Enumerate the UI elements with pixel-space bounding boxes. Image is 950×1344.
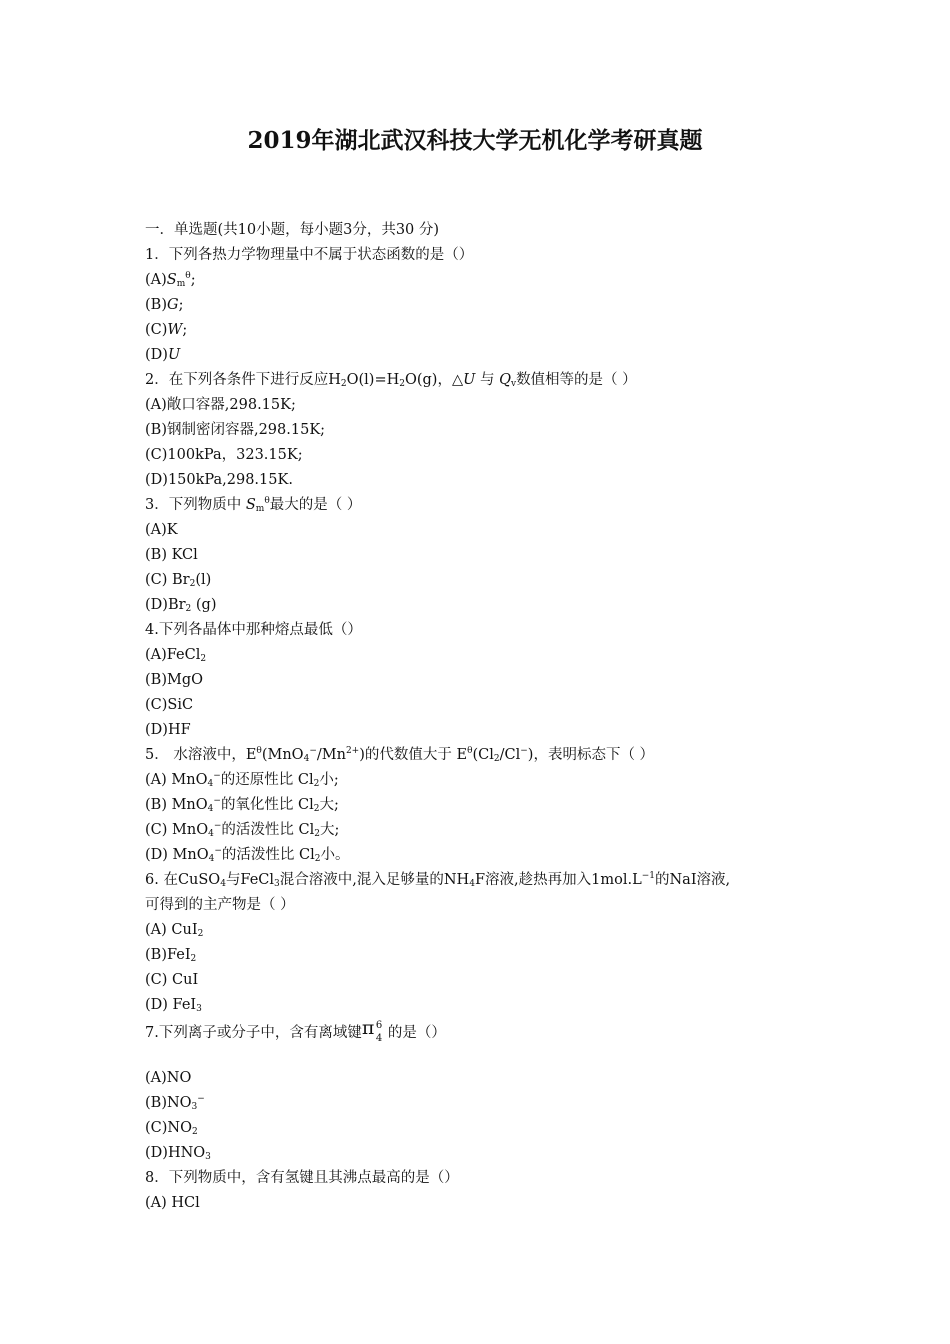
question-3-option-a: (A)K xyxy=(145,522,178,538)
question-7-option-a: (A)NO xyxy=(145,1070,192,1086)
question-5-option-b: (B) MnO$_4$−的氧化性比 $Cl_2$大; xyxy=(145,796,339,814)
question-4-option-b: (B)MgO xyxy=(145,672,203,688)
question-4-option-a: (A)FeCl$_2$ xyxy=(145,647,207,664)
exam-content xyxy=(145,218,825,1216)
question-6-option-c: (C) CuI xyxy=(145,972,199,988)
question-3-stem: 3．下列物质中 $S_m^\theta$最大的是（ ） xyxy=(145,496,362,514)
question-4-option-c: (C)SiC xyxy=(145,697,194,713)
question-6-stem-continued: 可得到的主产物是（ ） xyxy=(145,897,295,913)
question-2-option-d: (D)150kPa,298.15K. xyxy=(145,472,293,488)
question-4-stem: 4.下列各晶体中那种熔点最低（） xyxy=(145,622,362,638)
question-2-option-c: (C)100kPa，323.15K; xyxy=(145,447,303,463)
question-6-stem: 6. 在CuSO$_4$与FeCl$_3$混合溶液中,混入足够量的$NH_4F$溶液,趁热再加入$1mol.L^{-1}$的NaI溶液, xyxy=(145,871,731,889)
question-5-option-c: (C) MnO$_4$−的活泼性比 $Cl_2$大; xyxy=(145,821,340,839)
question-3-option-d: $(D)Br_2$ (g) xyxy=(145,597,217,614)
pi-bond-symbol: π 6 4 xyxy=(361,1017,383,1044)
question-8-option-a: (A) HCl xyxy=(145,1195,200,1211)
question-1-stem: 1．下列各热力学物理量中不属于状态函数的是（） xyxy=(145,247,474,263)
question-1-option-d: (D)U xyxy=(145,347,181,363)
page-title: 2019年湖北武汉科技大学无机化学考研真题 xyxy=(247,127,703,154)
question-7-option-d: $(D)HNO_3$ xyxy=(145,1145,211,1162)
question-7-option-c: $(C)NO_2$ xyxy=(145,1120,198,1137)
question-4-option-d: (D)HF xyxy=(145,722,191,738)
question-6-option-b: (B)FeI$_2$ xyxy=(145,947,197,964)
question-1-option-c: (C)W; xyxy=(145,322,188,338)
question-1-option-b: (B)G; xyxy=(145,297,184,313)
question-5-option-a: (A) MnO$_4$−的还原性比 $Cl_2$小; xyxy=(145,771,339,789)
question-5-option-d: (D) MnO$_4$−的活泼性比 $Cl_2$小。 xyxy=(145,846,350,864)
question-3-option-b: (B) KCl xyxy=(145,547,198,563)
question-2-stem: 2．在下列各条件下进行反应$H_2O(l)=H_2O(g)$，△U 与 $Q_v$数值相等的是（ ） xyxy=(145,372,637,389)
question-7-stem: 7.下列离子或分子中，含有离域键 π 6 4 的是（） xyxy=(145,1017,446,1044)
question-8-stem: 8．下列物质中，含有氢键且其沸点最高的是（） xyxy=(145,1170,459,1186)
question-1-option-a: $(A)S_m^\theta$; xyxy=(145,271,196,289)
question-5-stem: 5． 水溶液中，$E^\theta(MnO_4^-/Mn^{2+})$的代数值大于 $E^\theta(Cl_2/Cl^-)$，表明标态下（ ） xyxy=(145,746,655,764)
question-3-option-c: (C) $Br_2(l)$ xyxy=(145,572,212,589)
question-2-option-a: (A)敞口容器,298.15K; xyxy=(145,397,296,413)
question-6-option-a: (A) CuI$_2$ xyxy=(145,922,204,939)
question-6-option-d: (D) FeI$_3$ xyxy=(145,997,202,1014)
question-7-option-b: $(B)NO_3^-$ xyxy=(145,1094,205,1112)
question-2-option-b: (B)钢制密闭容器,298.15K; xyxy=(145,422,326,438)
section-header: 一．单选题(共10小题，每小题3分，共30 分) xyxy=(145,222,440,238)
